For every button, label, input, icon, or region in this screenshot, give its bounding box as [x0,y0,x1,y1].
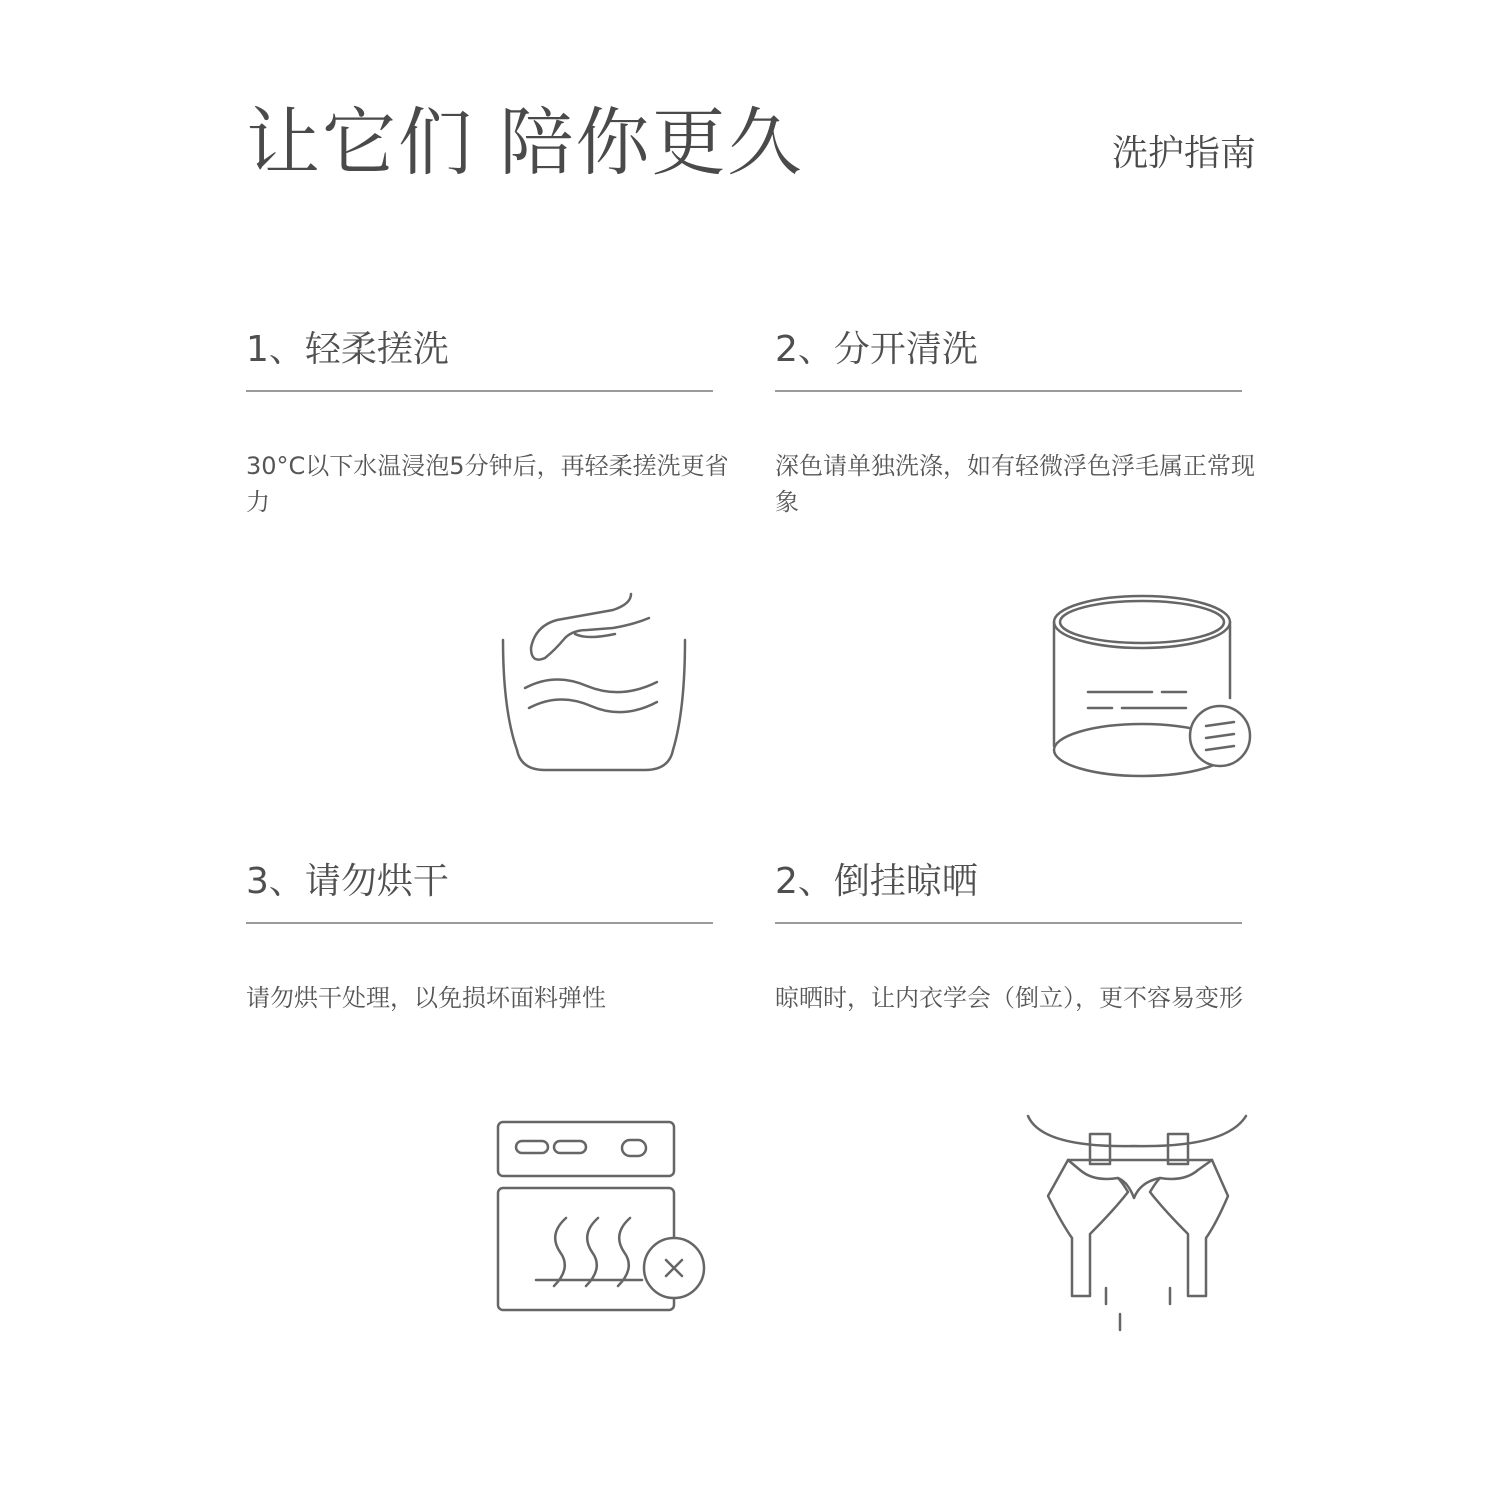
section-divider [775,390,1242,392]
care-section-hang-dry [775,860,1245,1016]
care-section-no-dry [246,860,716,1016]
separate-wash-tub-icon [1048,592,1258,782]
section-divider [246,922,713,924]
section-description: 晾晒时，让内衣学会（倒立），更不容易变形 [775,984,1243,1012]
section-heading: 3、请勿烘干 [246,861,449,902]
section-divider [246,390,713,392]
section-heading: 2、分开清洗 [775,329,978,370]
section-description: 深色请单独洗涤，如有轻微浮色浮毛属正常现象 [775,452,1255,516]
no-tumble-dry-icon [494,1118,709,1318]
hang-upside-down-icon [1022,1108,1252,1338]
section-divider [775,922,1242,924]
care-section-gentle-wash [246,328,729,520]
page-subtitle: 洗护指南 [1112,133,1257,174]
page-title: 让它们 陪你更久 [246,100,804,186]
section-description: 30°C以下水温浸泡5分钟后，再轻柔搓洗更省力 [246,452,729,516]
section-heading: 2、倒挂晾晒 [775,861,978,902]
section-description: 请勿烘干处理，以免损坏面料弹性 [246,984,606,1012]
care-section-separate-wash [775,328,1255,520]
section-heading: 1、轻柔搓洗 [246,329,449,370]
hand-washing-basin-icon [495,590,695,780]
